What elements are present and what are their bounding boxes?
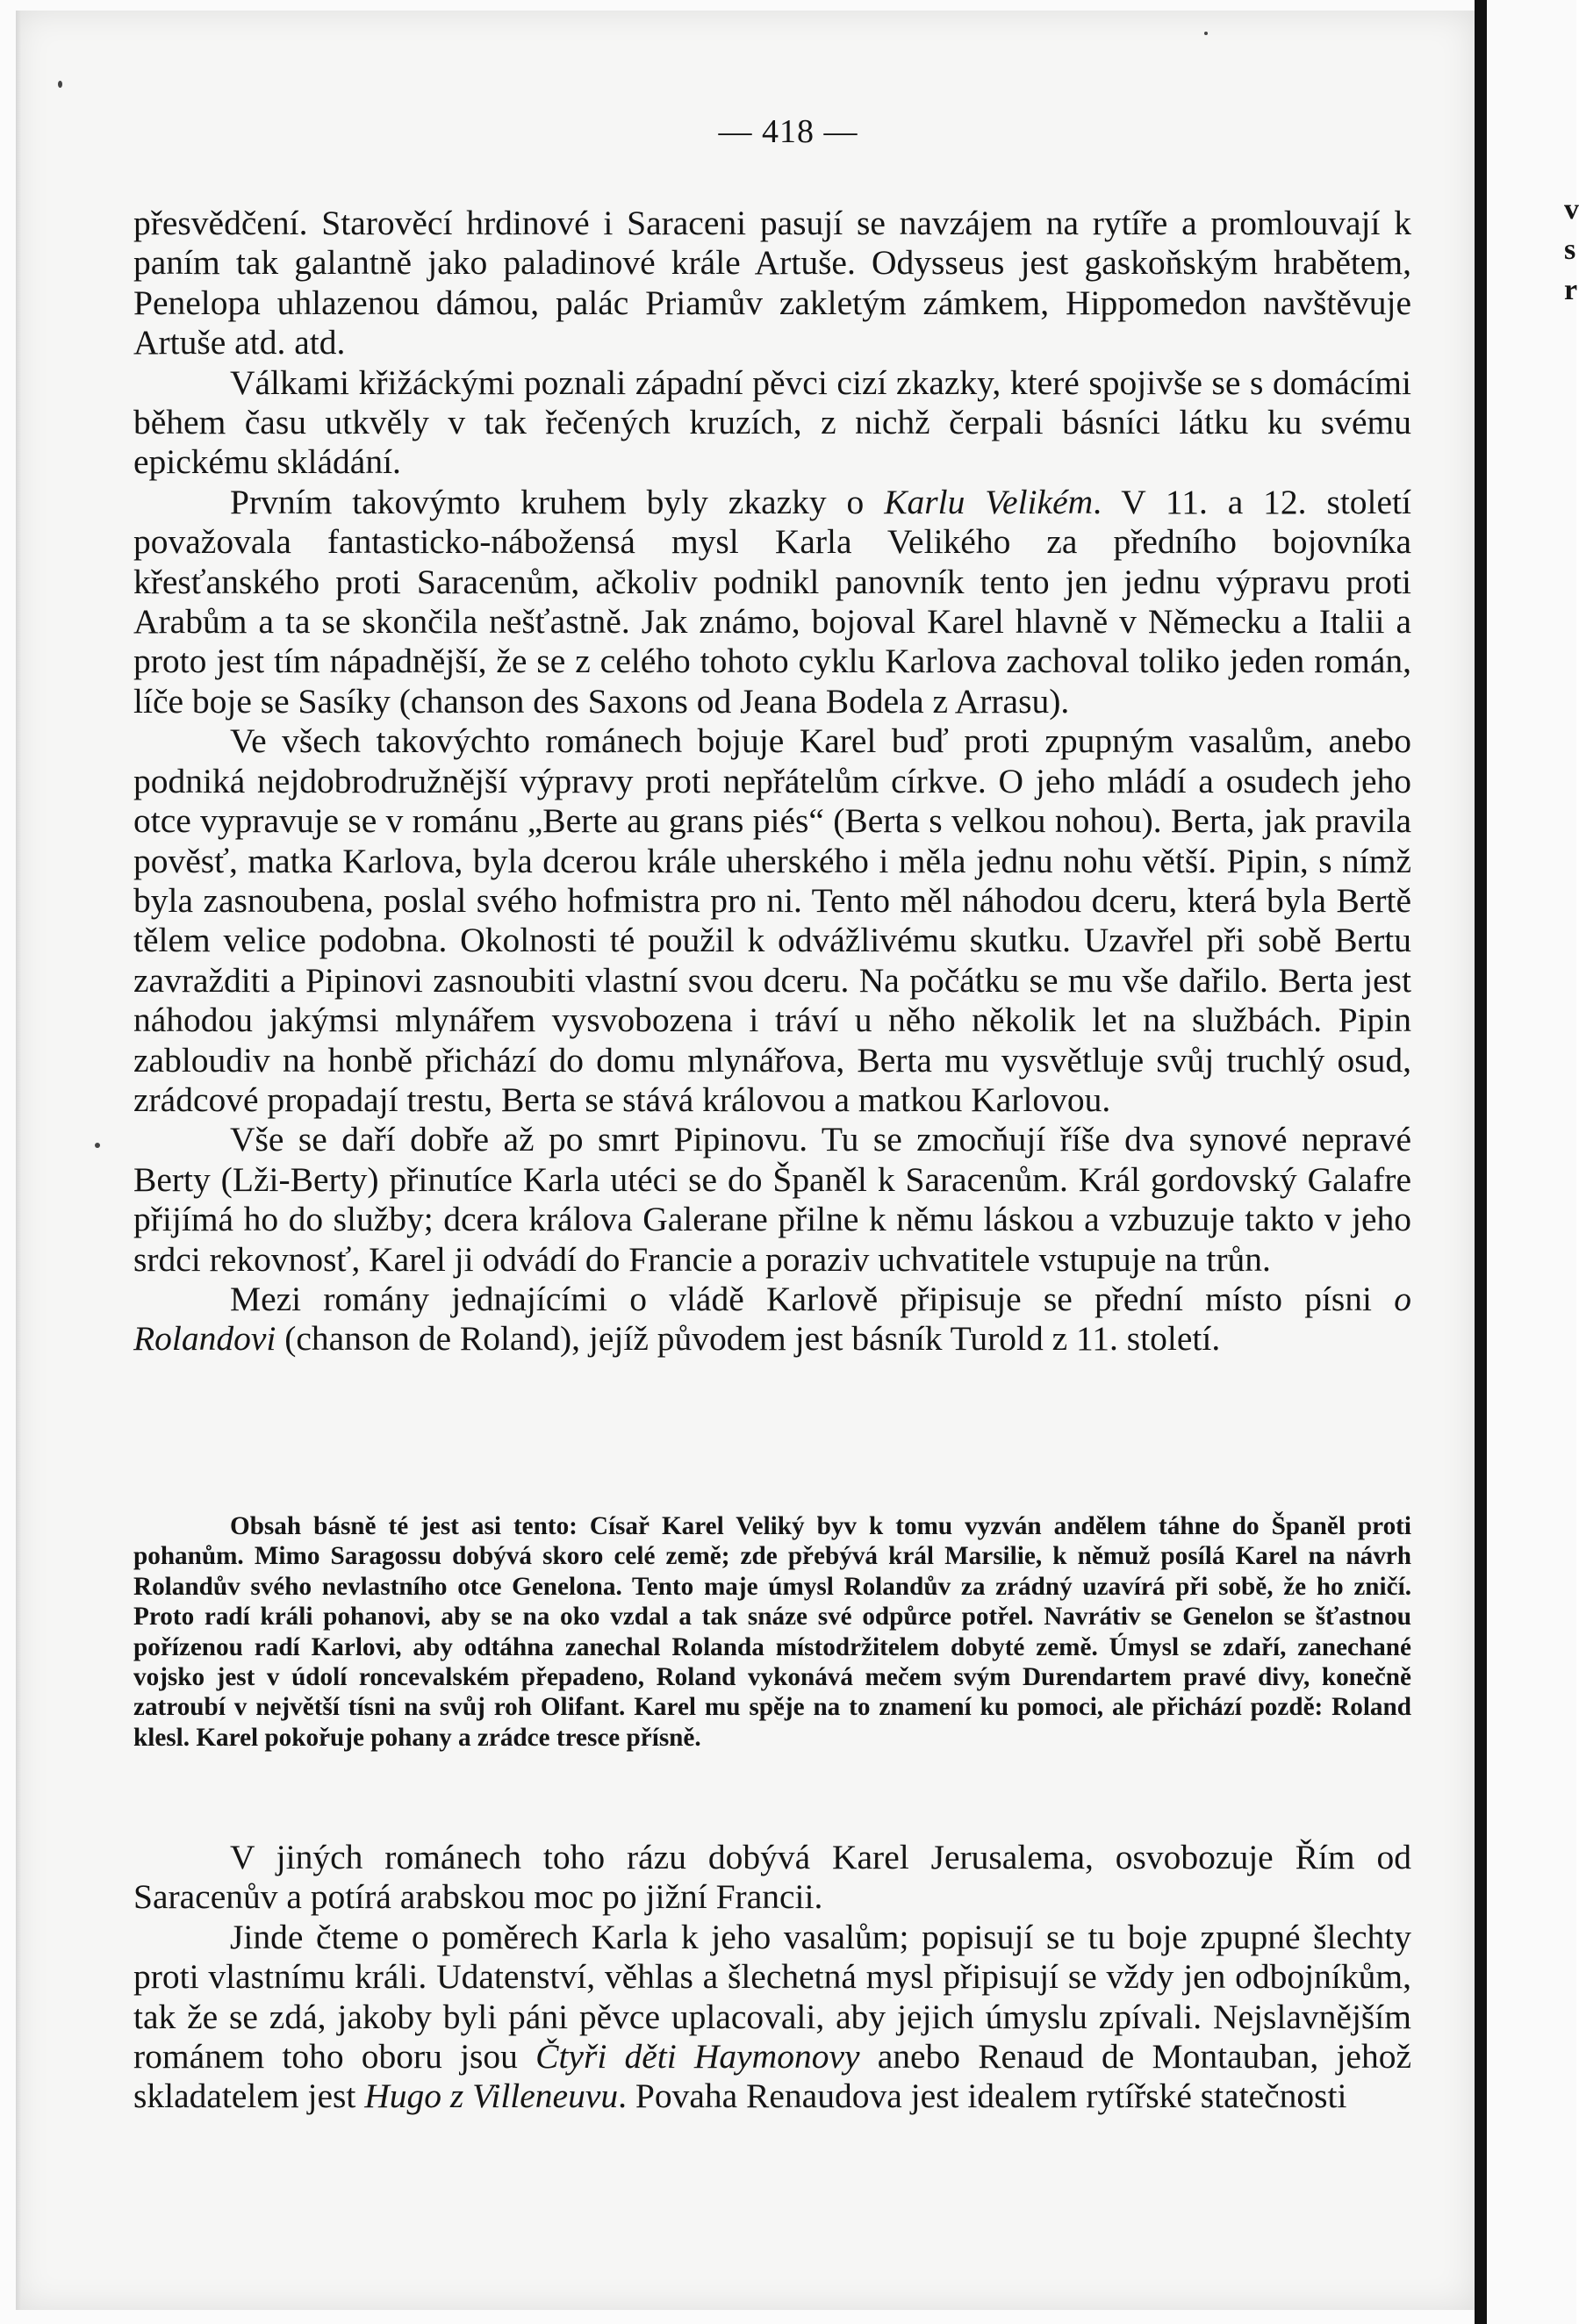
paragraph-text: . V 11. a 12. století považovala fantasticko-nábožensá mysl Karla Velikého za předního bojovníka křesťanského proti Saracenům, ačkoliv podnikl panovník tento jen jednu výpravu proti Arabům a ta se skončila nešťastně. Jak známo, bojoval Karel hlavně v Německu a Italii a proto jest tím nápadnější, že se z celého tohoto cyklu Karlova zachoval toliko jeden román, líče boje se Sasíky (chanson des Saxons od Jeana Bodela z Arrasu). (133, 482, 1411, 721)
paragraph-text: (chanson de Roland), jejíž původem jest básník Turold z 11. století. (276, 1319, 1221, 1359)
paragraph-text: anebo Renaud de Montauban, jehož skladatelem jest (133, 2037, 1411, 2116)
scan-speck (1204, 32, 1208, 35)
page-number: — 418 — (718, 113, 858, 150)
page-edge-shadow (16, 11, 21, 2310)
paragraph: Ve všech takovýchto románech bojuje Karel buď proti zpupným vasalům, anebo podniká nejdobrodružnější výpravy proti nepřátelům církve. O jeho mládí a osudech jeho otce vypravuje se v románu „Berte au grans piés“ (Berta s velkou nohou). Berta, jak pravila pověsť, matka Karlova, byla dcerou krále uherského i měla jednu nohu větší. Pipin, s nímž byla zasnoubena, poslal svého hofmistra pro ni. Tento měl náhodou dceru, která byla Bertě tělem velice podobna. Okolnosti té použil k odvážlivému skutku. Uzavřel při sobě Bertu zavražditi a Pipinovi zasnoubiti vlastní svou dceru. Na počátku se mu vše dařilo. Berta jest náhodou jakýmsi mlynářem vysvobozena i tráví u něho několik let na službách. Pipin zabloudiv na honbě přichází do domu mlynářova, Berta mu vysvětluje svůj truchlý osud, zrádcové propadají trestu, Berta se stává královou a matkou Karlovou. (133, 721, 1411, 1119)
book-spine-gutter (1475, 0, 1487, 2324)
paragraph: přesvědčení. Starověcí hrdinové i Saraceni pasují se navzájem na rytíře a promlouvají k paním tak galantně jako paladinové krále Artuše. Odysseus jest gaskoňským hrabětem, Penelopa uhlazenou dámou, palác Priamův zakletým zámkem, Hippomedon navštěvuje Artuše atd. atd. (133, 204, 1411, 362)
scan-speck (58, 81, 62, 88)
emphasis-text: Karlu Velikém (884, 482, 1094, 521)
paragraph-text: Jinde čteme o poměrech Karla k jeho vasalům; popisují se tu boje zpupné šlechty proti vlastnímu králi. Udatenství, věhlas a šlechetná mysl připisují se vždy jen odbojníkům, tak že se zdá, jakoby byli páni pěvce uplacovali, aby jejich úmyslu zpívali. Nejslavnějším románem toho oboru jsou (133, 1917, 1411, 2077)
scan-speck (95, 1143, 100, 1148)
paragraph-text: . Povaha Renaudova jest idealem rytířské statečnosti (618, 2077, 1347, 2116)
paragraph (133, 483, 1411, 721)
paragraph: Vše se daří dobře až po smrt Pipinovu. Tu se zmocňují říše dva synové nepravé Berty (Lži-Berty) přinutíce Karla utéci se do Španěl k Saracenům. Král gordovský Galafre přijímá ho do služby; dcera králova Galerane přilne k němu láskou a vzbuzuje takto v jeho srdci rekovnosť, Karel ji odvádí do Francie a poraziv uchvatitele vstupuje na trůn. (133, 1120, 1411, 1279)
paragraph-text: Mezi romány jednajícími o vládě Karlově připisuje se přední místo písni (230, 1279, 1395, 1318)
emphasis-text: o Rolandovi (133, 1279, 1411, 1359)
footnote-summary (133, 1511, 1411, 1753)
paragraph: V jiných románech toho rázu dobývá Karel Jerusalema, osvobozuje Řím od Saracenův a potírá arabskou moc po jižní Francii. (133, 1838, 1411, 1917)
paragraph-text: Prvním takovýmto kruhem byly zkazky o (230, 482, 885, 521)
body-text (133, 204, 1411, 1359)
facing-page-edge (1487, 0, 1579, 2324)
paragraph (133, 1280, 1411, 1359)
note-paragraph: Obsah básně té jest asi tento: Císař Karel Veliký byv k tomu vyzván andělem táhne do Španěl proti pohanům. Mimo Saragossu dobývá skoro celé země; zde přebývá král Marsilie, k němuž posílá Karel na návrh Rolandův svého nevlastního otce Genelona. Tento maje úmysl Rolandův za zrádný uzavírá při sobě, že ho zničí. Proto radí králi pohanovi, aby se na oko vzdal a tak snáze své odpůrce potřel. Navrátiv se Genelon se šťastnou pořízenou radí Karlovi, aby odtáhna zanechal Rolanda místodržitelem dobyté země. Úmysl se zdaří, zanechané vojsko jest v údolí roncevalském přepadeno, Roland vykonává mečem svým Durendartem pravé divy, konečně zatroubí v největší tísni na svůj roh Olifant. Karel mu spěje na to znamení ku pomoci, ale přichází pozdě: Roland klesl. Karel pokořuje pohany a zrádce tresce přísně. (133, 1512, 1411, 1752)
facing-page-fragment: v (1564, 193, 1579, 226)
body-text-continued (133, 1838, 1411, 2117)
paragraph (133, 1918, 1411, 2117)
emphasis-text: Hugo z Villeneuvu (364, 2077, 619, 2116)
facing-page-fragment: r (1564, 274, 1578, 306)
emphasis-text: Čtyři děti Haymonovy (535, 2037, 860, 2077)
paragraph: Válkami křižáckými poznali západní pěvci cizí zkazky, které spojivše se s domácími během času utkvěly v tak řečených kruzích, z nichž čerpali básníci látku ku svému epickému skládání. (133, 362, 1411, 482)
facing-page-fragment: s (1564, 233, 1576, 266)
